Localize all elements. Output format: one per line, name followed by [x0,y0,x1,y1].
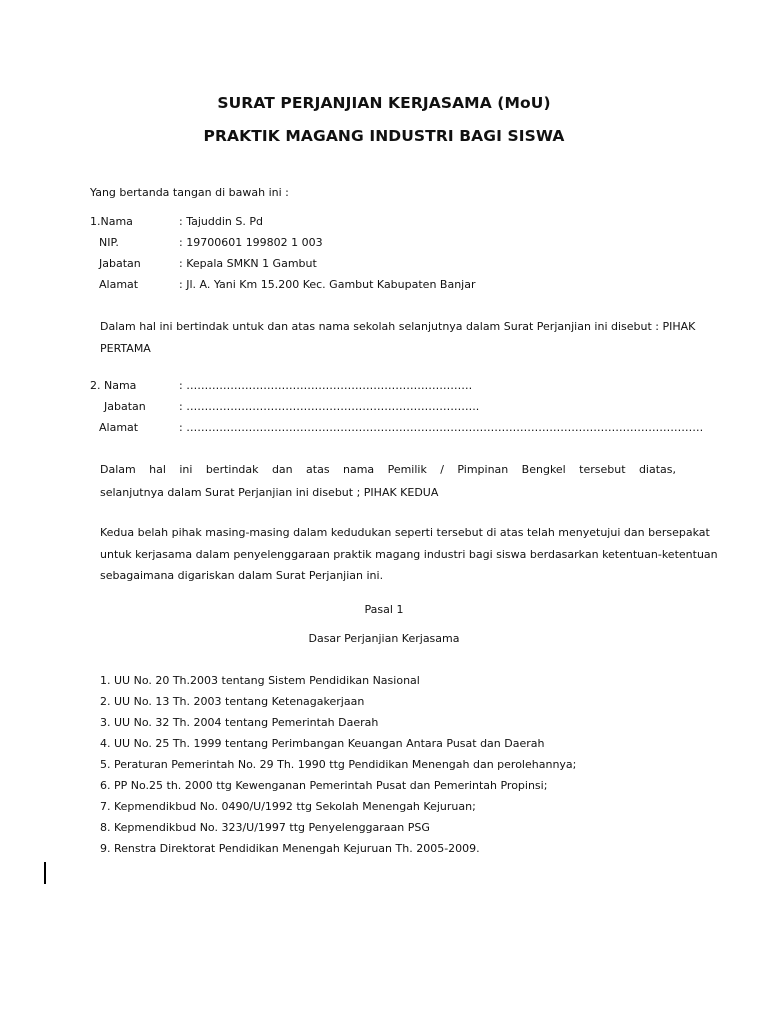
list-item: 4. UU No. 25 Th. 1999 tentang Perimbangan Keuangan Antara Pusat dan Daerah [100,737,545,750]
intro-line: Yang bertanda tangan di bawah ini : [90,186,289,199]
party1-name-value: : Tajuddin S. Pd [179,215,263,228]
party1-statement-line1: Dalam hal ini bertindak untuk dan atas nama sekolah selanjutnya dalam Surat Perjanjian ini disebut : PIHAK [100,320,696,333]
party2-alamat-value: : …………………………………………………………………………………………………………………………… [179,421,704,434]
list-item: 6. PP No.25 th. 2000 ttg Kewenganan Pemerintah Pusat dan Pemerintah Propinsi; [100,779,548,792]
party1-nip-value: : 19700601 199802 1 003 [179,236,323,249]
party2-alamat-label: Alamat [99,421,139,434]
party2-name-value: : …………………………………………………………………… [179,379,473,392]
agreement-line3: sebagaimana digariskan dalam Surat Perjanjian ini. [100,569,384,582]
pasal-subtitle: Dasar Perjanjian Kerjasama [308,632,460,645]
document-subtitle: PRAKTIK MAGANG INDUSTRI BAGI SISWA [203,127,565,145]
agreement-line2: untuk kerjasama dalam penyelenggaraan praktik magang industri bagi siswa berdasarkan ketentuan-ketentuan [100,548,718,561]
party1-alamat-value: : Jl. A. Yani Km 15.200 Kec. Gambut Kabupaten Banjar [179,278,476,291]
party1-statement-line2: PERTAMA [100,342,151,355]
document-title: SURAT PERJANJIAN KERJASAMA (MoU) [217,94,551,112]
party1-name-label: 1.Nama [90,215,133,228]
party1-jabatan-label: Jabatan [99,257,141,270]
list-item: 8. Kepmendikbud No. 323/U/1997 ttg Penyelenggaraan PSG [100,821,430,834]
party2-jabatan-value: : …………………………………………………………………….. [179,400,480,413]
agreement-line1: Kedua belah pihak masing-masing dalam kedudukan seperti tersebut di atas telah menyetujui dan bersepakat [100,526,710,539]
party2-statement-line1: Dalam hal ini bertindak dan atas nama Pemilik / Pimpinan Bengkel tersebut diatas, [100,463,676,476]
list-item: 9. Renstra Direktorat Pendidikan Menengah Kejuruan Th. 2005-2009. [100,842,480,855]
party2-statement-line2: selanjutnya dalam Surat Perjanjian ini disebut ; PIHAK KEDUA [100,486,439,499]
list-item: 5. Peraturan Pemerintah No. 29 Th. 1990 ttg Pendidikan Menengah dan perolehannya; [100,758,577,771]
party2-name-label: 2. Nama [90,379,137,392]
list-item: 2. UU No. 13 Th. 2003 tentang Ketenagakerjaan [100,695,365,708]
list-item: 7. Kepmendikbud No. 0490/U/1992 ttg Sekolah Menengah Kejuruan; [100,800,476,813]
list-item: 3. UU No. 32 Th. 2004 tentang Pemerintah Daerah [100,716,379,729]
list-item: 1. UU No. 20 Th.2003 tentang Sistem Pendidikan Nasional [100,674,420,687]
party1-nip-label: NIP. [99,236,119,249]
party2-jabatan-label: Jabatan [104,400,146,413]
text-cursor [44,862,46,884]
party1-jabatan-value: : Kepala SMKN 1 Gambut [179,257,317,270]
pasal-title: Pasal 1 [364,603,404,616]
party1-alamat-label: Alamat [99,278,139,291]
